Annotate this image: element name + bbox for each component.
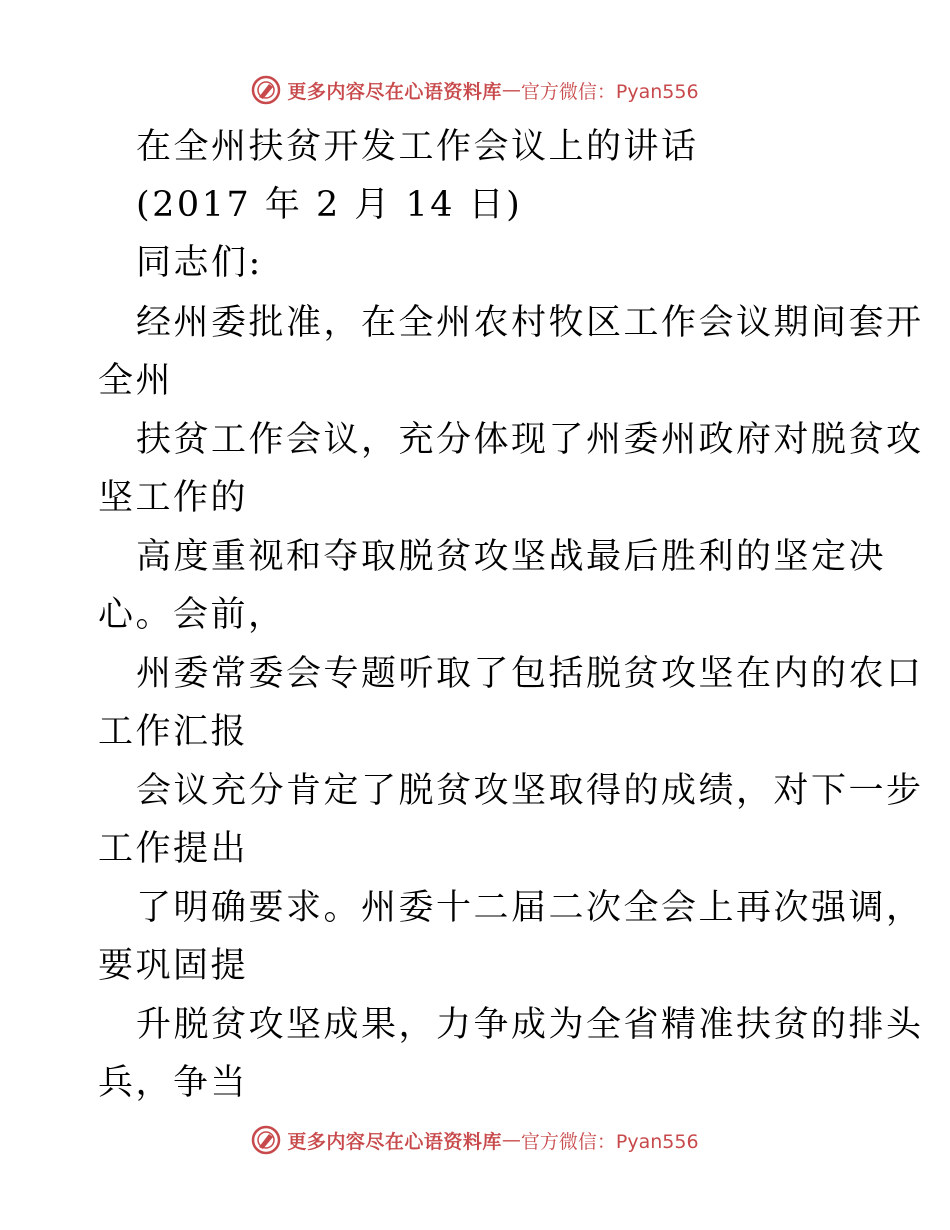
paragraph-line: 兵，争当 bbox=[98, 1063, 249, 1103]
banner-text: 更多内容尽在心语资料库 bbox=[287, 80, 502, 103]
salutation: 同志们: bbox=[136, 243, 263, 283]
document-date: (2017 年 2 月 14 日) bbox=[136, 185, 523, 225]
paragraph-line: 心。会前， bbox=[98, 595, 286, 635]
paragraph-line: 升脱贫攻坚成果，力争成为全省精准扶贫的排头 bbox=[136, 1005, 924, 1045]
paragraph-line: 要巩固提 bbox=[98, 946, 249, 986]
document-title: 在全州扶贫开发工作会议上的讲话 bbox=[136, 127, 699, 167]
pen-nib-circle-icon bbox=[251, 1125, 281, 1155]
paragraph-line: 扶贫工作会议，充分体现了州委州政府对脱贫攻 bbox=[136, 420, 924, 460]
banner-dash: — bbox=[501, 1129, 521, 1151]
banner-text: 更多内容尽在心语资料库 bbox=[287, 1130, 502, 1153]
banner-wechat: 官方微信：Pyan556 bbox=[520, 80, 699, 103]
paragraph-line: 州委常委会专题听取了包括脱贫攻坚在内的农口 bbox=[136, 654, 924, 694]
paragraph-line: 工作提出 bbox=[98, 829, 249, 869]
paragraph-line: 全州 bbox=[98, 361, 174, 401]
paragraph-line: 经州委批准，在全州农村牧区工作会议期间套开 bbox=[136, 303, 924, 343]
banner-dash: — bbox=[501, 79, 521, 101]
paragraph-line: 坚工作的 bbox=[98, 478, 249, 518]
paragraph-line: 高度重视和夺取脱贫攻坚战最后胜利的坚定决 bbox=[136, 537, 887, 577]
paragraph-line: 会议充分肯定了脱贫攻坚取得的成绩，对下一步 bbox=[136, 771, 924, 811]
footer-banner bbox=[0, 1120, 950, 1160]
banner-wechat: 官方微信：Pyan556 bbox=[520, 1130, 699, 1153]
paragraph-line: 了明确要求。州委十二届二次全会上再次强调， bbox=[136, 888, 924, 928]
paragraph-line: 工作汇报 bbox=[98, 712, 249, 752]
